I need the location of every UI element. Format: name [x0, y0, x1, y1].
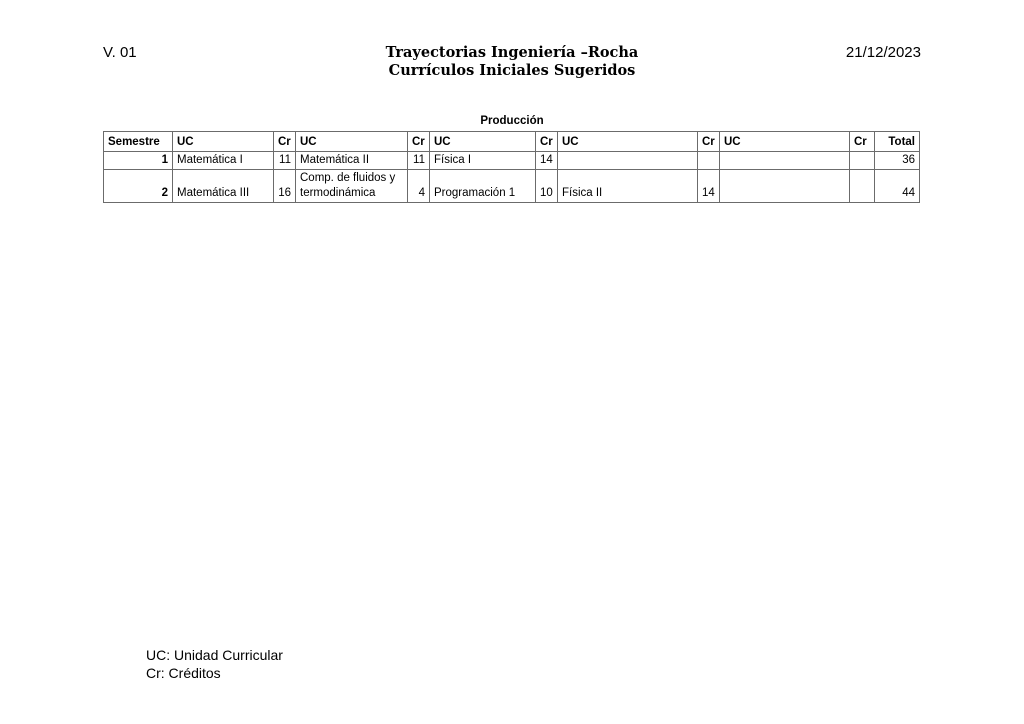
credits-cell [850, 170, 875, 203]
credits-cell: 10 [536, 170, 558, 203]
table-caption: Producción [480, 115, 544, 127]
legend-cr: Cr: Créditos [146, 665, 221, 681]
column-header: Cr [408, 132, 430, 152]
credits-cell: 11 [274, 152, 296, 170]
title-line-2: Currículos Iniciales Sugeridos [388, 62, 636, 79]
uc-cell: Física I [430, 152, 536, 170]
column-header: Cr [698, 132, 720, 152]
uc-text-line-1: Comp. de fluidos y [300, 172, 396, 184]
column-header: UC [173, 132, 274, 152]
total-cell: 36 [875, 152, 920, 170]
uc-cell: Matemática I [173, 152, 274, 170]
uc-text-line-2: termodinámica [300, 187, 376, 199]
column-header: UC [430, 132, 536, 152]
curriculum-table [103, 131, 920, 203]
column-header: UC [558, 132, 698, 152]
column-header: Semestre [104, 132, 173, 152]
credits-cell [850, 152, 875, 170]
uc-text: Matemática II [300, 154, 370, 166]
credits-cell: 4 [408, 170, 430, 203]
column-header: UC [296, 132, 408, 152]
uc-cell [558, 152, 698, 170]
credits-cell [698, 152, 720, 170]
date-label: 21/12/2023 [845, 44, 921, 61]
credits-cell: 14 [536, 152, 558, 170]
uc-cell: Física II [558, 170, 698, 203]
credits-cell: 14 [698, 170, 720, 203]
credits-cell: 11 [408, 152, 430, 170]
semester-cell: 2 [104, 170, 173, 203]
semester-cell: 1 [104, 152, 173, 170]
version-label: V. 01 [103, 44, 137, 61]
column-header: Cr [274, 132, 296, 152]
column-header: Cr [536, 132, 558, 152]
uc-cell [296, 152, 408, 170]
column-header: UC [720, 132, 850, 152]
credits-cell: 16 [274, 170, 296, 203]
uc-cell: Matemática III [173, 170, 274, 203]
uc-cell [720, 152, 850, 170]
column-header: Total [875, 132, 920, 152]
table-row [104, 152, 920, 170]
table-row [104, 170, 920, 203]
uc-cell [720, 170, 850, 203]
legend [146, 646, 283, 682]
title-line-1: Trayectorias Ingeniería –Rocha [385, 44, 639, 61]
total-cell: 44 [875, 170, 920, 203]
uc-cell: Programación 1 [430, 170, 536, 203]
table-header-row [104, 132, 920, 152]
column-header: Cr [850, 132, 875, 152]
legend-uc: UC: Unidad Curricular [146, 647, 283, 663]
uc-cell [296, 170, 408, 203]
